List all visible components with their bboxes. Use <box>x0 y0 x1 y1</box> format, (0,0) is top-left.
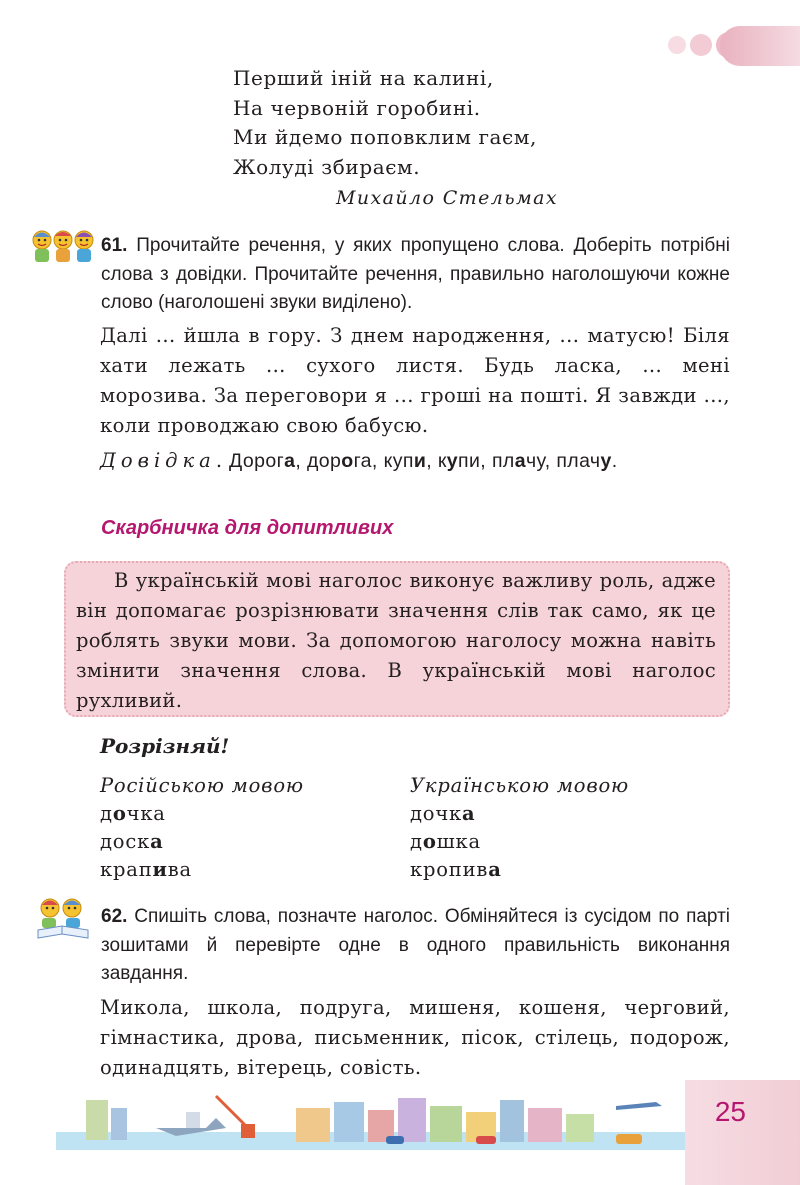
word: дочка <box>100 802 166 825</box>
poem-line: На червоній горобині. <box>233 95 481 120</box>
exercise-number: 62. <box>101 906 128 927</box>
exercise-text: Микола, школа, подруга, мишеня, кошеня, черговий, гімнастика, дрова, письменник, пісок, стілець, подорож, одинадцять, вітерець, совість. <box>100 996 730 1079</box>
poem-author: Михайло Стельмах <box>336 187 558 209</box>
ukrainian-column <box>410 772 629 884</box>
instruction-text: Прочитайте речення, у яких пропущено слова. Доберіть потрібні слова з довідки. Прочитайте речення, правильно наголошуючи кожне слово (наголошені звуки виділено). <box>101 235 730 313</box>
dovidka-label: Довідка <box>100 449 216 472</box>
exercise-62-text <box>100 993 730 1083</box>
poem-line: Перший іній на калині, <box>233 66 494 90</box>
exercise-62-instruction <box>101 903 730 989</box>
word: крапива <box>100 858 192 881</box>
russian-header: Російською мовою <box>100 774 304 797</box>
instruction-text: Спишіть слова, позначте наголос. Обміняйтеся із сусідом по парті зошитами й перевірте одне в одного правильність виконання завдання. <box>101 906 730 984</box>
poem <box>233 64 537 182</box>
deco-dot <box>690 34 712 56</box>
russian-column <box>100 772 304 884</box>
reading-pair-icon <box>30 896 96 944</box>
exercise-text: Далі ... йшла в гору. З днем народження, ... матусю! Біля хати лежать ... сухого листя. Будь ласка, ... мені морозива. За переговори я ... гроші на пошті. Я завжди ..., коли проводжаю свою бабусю. <box>100 324 730 437</box>
ukrainian-header: Українською мовою <box>410 774 629 797</box>
word: дочка <box>410 802 476 825</box>
group-work-icon <box>30 228 96 268</box>
exercise-61-text <box>100 321 730 441</box>
info-box-text: В українській мові наголос виконує важливу роль, адже він допомагає розрізнювати значення слів так само, як це роблять звуки мови. За допомогою наголосу можна навіть змінити значення слова. В українській мові наголос рухливий. <box>76 569 716 712</box>
deco-dot <box>668 36 686 54</box>
deco-pill <box>720 26 800 66</box>
word: доска <box>100 830 164 853</box>
exercise-number: 61. <box>101 235 128 256</box>
dovidka-words: Дорога, дорога, купи, купи, плачу, плачу. <box>229 450 618 472</box>
exercise-61-instruction <box>101 232 730 318</box>
city-illustration <box>56 1088 696 1150</box>
word: дошка <box>410 830 481 853</box>
page-number: 25 <box>714 1096 746 1127</box>
header-decoration <box>620 26 800 66</box>
section-heading: Скарбничка для допитливих <box>101 517 394 539</box>
word: кропива <box>410 858 502 881</box>
poem-line: Жолуді збираєм. <box>233 154 421 179</box>
dovidka: Довідка. Дорога, дорога, купи, купи, плачу, плачу. <box>100 449 618 472</box>
compare-title: Розрізняй! <box>100 734 230 758</box>
poem-line: Ми йдемо поповклим гаєм, <box>233 125 537 149</box>
